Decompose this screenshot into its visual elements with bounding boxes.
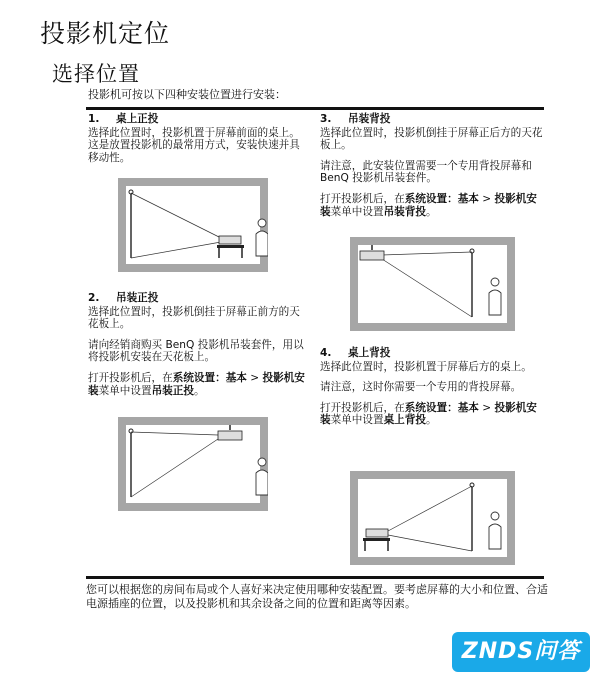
section-paragraph: 请注意，这时你需要一个专用的背投屏幕。 — [320, 381, 522, 394]
projector-icon — [218, 431, 242, 440]
figure-ceiling-rear — [350, 237, 515, 331]
section-number: 2. — [88, 292, 100, 304]
page-title: 投影机定位 — [40, 19, 171, 48]
section-subtitle: 选择位置 — [52, 62, 140, 86]
section-ceiling-rear — [320, 113, 544, 226]
figure-floor-rear — [350, 471, 515, 565]
section-paragraph: 请向经销商购买 BenQ 投影机吊装套件，用以将投影机安装在天花板上。 — [88, 338, 304, 364]
section-paragraph: 选择此位置时，投影机置于屏幕后方的桌上。 — [320, 360, 532, 373]
footer-text: 您可以根据您的房间布局或个人喜好来决定使用哪种安装配置。要考虑屏幕的大小和位置、合适电源插座的位置，以及投影机和其余设备之间的位置和距离等因素。 — [86, 583, 548, 610]
section-number: 3. — [320, 113, 332, 125]
section-heading: 吊装正投 — [116, 292, 159, 304]
section-instruction: 打开投影机后，在系统设置：基本 > 投影机安装菜单中设置桌上背投。 — [320, 401, 537, 427]
section-paragraph: 选择此位置时，投影机倒挂于屏幕正前方的天花板上。 — [88, 305, 300, 331]
projector-icon — [219, 236, 241, 244]
figure-floor-front — [118, 178, 268, 272]
projector-icon — [360, 251, 384, 260]
section-ceiling-front — [88, 292, 310, 405]
section-number: 4. — [320, 347, 332, 359]
section-paragraph: 选择此位置时，投影机置于屏幕前面的桌上。这是放置投影机的最常用方式，安装快速并具移动性。 — [88, 126, 300, 164]
top-rule — [86, 107, 544, 110]
section-paragraph: 请注意，此安装位置需要一个专用背投屏幕和 BenQ 投影机吊装套件。 — [320, 159, 532, 185]
znds-logo: ZNDS问答 — [452, 632, 590, 672]
intro-text: 投影机可按以下四种安装位置进行安装： — [88, 88, 286, 101]
section-heading: 吊装背投 — [348, 113, 391, 125]
section-number: 1. — [88, 113, 100, 125]
section-instruction: 打开投影机后，在系统设置：基本 > 投影机安装菜单中设置吊装背投。 — [320, 192, 537, 218]
section-paragraph: 选择此位置时，投影机倒挂于屏幕正后方的天花板上。 — [320, 126, 543, 152]
section-heading: 桌上正投 — [116, 113, 159, 125]
section-floor-front — [88, 113, 310, 172]
section-floor-rear — [320, 347, 544, 435]
section-heading: 桌上背投 — [348, 347, 391, 359]
bottom-rule — [86, 576, 544, 579]
projector-icon — [366, 529, 388, 537]
figure-ceiling-front — [118, 417, 268, 511]
section-instruction: 打开投影机后，在系统设置：基本 > 投影机安装菜单中设置吊装正投。 — [88, 371, 305, 397]
